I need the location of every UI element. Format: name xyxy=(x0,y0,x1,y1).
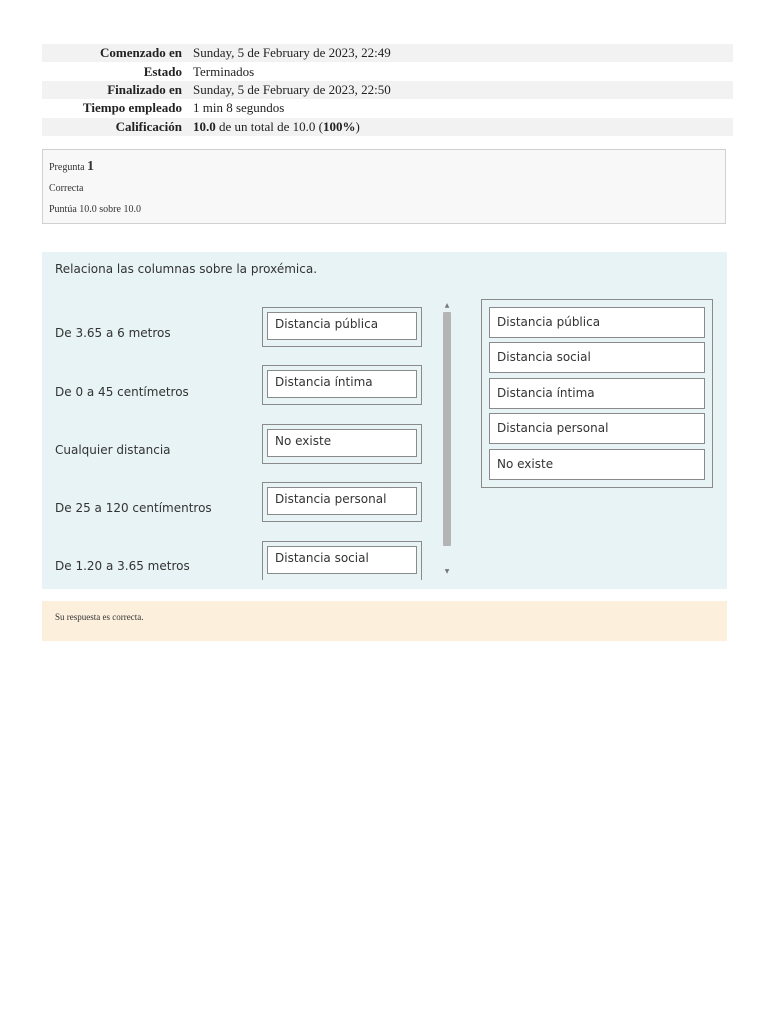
drop-zone[interactable] xyxy=(262,541,422,580)
summary-value: Terminados xyxy=(189,62,733,80)
summary-label: Finalizado en xyxy=(42,81,189,99)
drop-zone[interactable] xyxy=(262,365,422,405)
drop-zone[interactable] xyxy=(262,482,422,522)
draggable-choice[interactable]: No existe xyxy=(489,449,705,480)
match-row-label: De 1.20 a 3.65 metros xyxy=(55,559,190,573)
grade-score: 10.0 xyxy=(193,118,216,134)
placed-answer[interactable]: Distancia íntima xyxy=(267,370,417,398)
question-number: 1 xyxy=(87,159,95,174)
question-info-box xyxy=(42,149,726,224)
grade-percent: 100% xyxy=(322,118,356,134)
summary-label: Tiempo empleado xyxy=(42,99,189,117)
question-label: Pregunta xyxy=(49,162,85,173)
summary-value: 1 min 8 segundos xyxy=(189,99,733,117)
match-rows-area[interactable] xyxy=(42,252,442,580)
match-rows-scrollbar[interactable] xyxy=(441,302,453,576)
summary-label: Comenzado en xyxy=(42,44,189,62)
placed-answer[interactable]: No existe xyxy=(267,429,417,457)
draggable-choice[interactable]: Distancia social xyxy=(489,342,705,373)
summary-row-state xyxy=(42,62,733,80)
placed-answer[interactable]: Distancia pública xyxy=(267,312,417,340)
summary-row-time-taken xyxy=(42,99,733,117)
drop-zone[interactable] xyxy=(262,307,422,347)
summary-row-started xyxy=(42,44,733,62)
draggable-choice[interactable]: Distancia personal xyxy=(489,413,705,444)
summary-label: Calificación xyxy=(42,118,189,136)
answer-choices-panel xyxy=(481,299,713,488)
draggable-choice[interactable]: Distancia íntima xyxy=(489,378,705,409)
match-row-label: De 3.65 a 6 metros xyxy=(55,326,171,340)
draggable-choice[interactable]: Distancia pública xyxy=(489,307,705,338)
question-mark: Puntúa 10.0 sobre 10.0 xyxy=(49,204,141,215)
question-text: Relaciona las columnas sobre la proxémica. xyxy=(55,262,318,276)
match-row-label: De 0 a 45 centímetros xyxy=(55,385,189,399)
summary-row-grade xyxy=(42,118,733,136)
summary-value: Sunday, 5 de February de 2023, 22:49 xyxy=(189,44,733,62)
match-row-label: Cualquier distancia xyxy=(55,443,171,457)
scroll-up-arrow-icon[interactable]: ▲ xyxy=(444,302,450,309)
feedback-text: Su respuesta es correcta. xyxy=(55,612,144,622)
feedback-box xyxy=(42,601,727,641)
summary-row-finished xyxy=(42,81,733,99)
summary-label: Estado xyxy=(42,62,189,80)
grade-of-text: de un total de 10.0 ( xyxy=(215,118,323,134)
placed-answer[interactable]: Distancia personal xyxy=(267,487,417,515)
summary-value xyxy=(189,118,733,136)
summary-value: Sunday, 5 de February de 2023, 22:50 xyxy=(189,81,733,99)
question-number-line xyxy=(49,159,94,175)
attempt-summary-table xyxy=(42,44,733,136)
drop-zone[interactable] xyxy=(262,424,422,464)
match-row-label: De 25 a 120 centímentros xyxy=(55,501,212,515)
question-content-panel xyxy=(42,252,727,589)
question-state: Correcta xyxy=(49,183,84,194)
grade-close: ) xyxy=(355,118,360,134)
scroll-down-arrow-icon[interactable]: ▼ xyxy=(444,568,450,575)
placed-answer[interactable]: Distancia social xyxy=(267,546,417,574)
scroll-thumb[interactable] xyxy=(443,312,451,546)
